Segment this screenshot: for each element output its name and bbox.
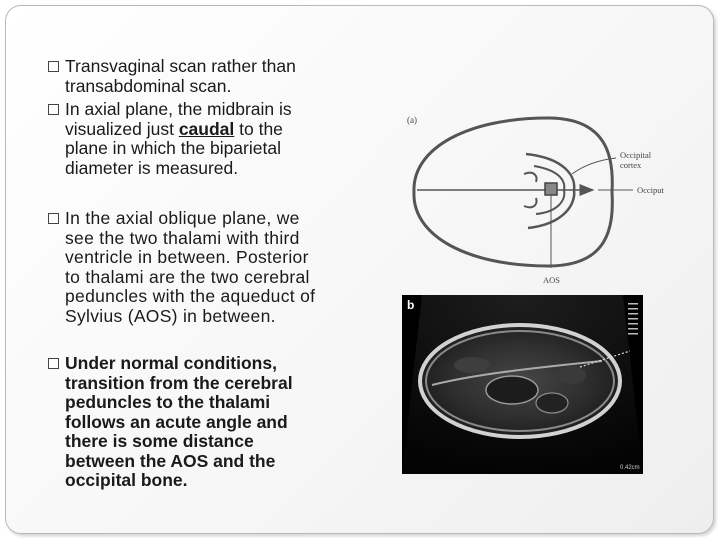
checkbox-icon [48, 358, 59, 369]
bullet-2-line-3: plane in which the biparietal [65, 138, 281, 158]
bullet-3-line-5: peduncles with the aqueduct of [65, 286, 316, 306]
aos-label: AOS [543, 275, 561, 285]
bullet-3 [48, 209, 315, 326]
skull-outline [414, 118, 612, 266]
aos-box [545, 183, 557, 195]
panel-a-label: (a) [407, 115, 417, 125]
checkbox-icon [48, 104, 59, 115]
bullet-4-line-6: between the AOS and the [65, 450, 276, 471]
caudal-emphasis: caudal [178, 118, 235, 139]
checkbox-icon [48, 213, 59, 224]
thalamus-curve-upper [524, 173, 537, 182]
bullet-4-line-4: follows an acute angle and [65, 411, 288, 432]
bullet-3-line-3: ventricle in between. Posterior [65, 247, 309, 267]
panel-b-label: b [407, 298, 415, 312]
occiput-label: Occiput [637, 185, 664, 195]
bullet-1-line-2: transabdominal scan. [65, 75, 232, 96]
bullet-4-line-1: Under normal conditions, [65, 353, 277, 373]
bullet-3-line-1: In the axial oblique plane, we [65, 208, 300, 228]
occipital-label-2: cortex [620, 160, 642, 170]
thalamus-curve-lower [524, 198, 537, 207]
brain-axial-diagram [398, 108, 698, 292]
bullet-3-line-6: Sylvius (AOS) in between. [65, 305, 276, 326]
bullet-3-line-2: see the two thalami with third [65, 227, 300, 248]
bullet-1-line-1: Transvaginal scan rather than [65, 56, 296, 76]
bullet-2-line-1: In axial plane, the midbrain is [65, 99, 292, 119]
bullet-4-line-2: transition from the cerebral [65, 372, 293, 393]
scale-readout: 0.42cm [620, 465, 640, 471]
bullet-4 [48, 354, 293, 491]
occipital-label-1: Occipital [620, 150, 652, 160]
bullet-2-line-2: visualized just caudal to the [65, 118, 283, 139]
bullet-3-line-4: to thalami are the two cerebral [65, 266, 310, 287]
peduncles-region [536, 393, 568, 413]
bullet-2 [48, 100, 292, 178]
bullet-4-line-3: peduncles to the thalami [65, 392, 271, 412]
thalami-region [486, 376, 538, 404]
checkbox-icon [48, 61, 59, 72]
bullet-4-line-7: occipital bone. [65, 470, 188, 490]
bullet-2-line-4: diameter is measured. [65, 157, 239, 178]
bullet-4-line-5: there is some distance [65, 431, 254, 451]
ultrasound-image [402, 295, 643, 474]
bullet-1 [48, 57, 296, 96]
